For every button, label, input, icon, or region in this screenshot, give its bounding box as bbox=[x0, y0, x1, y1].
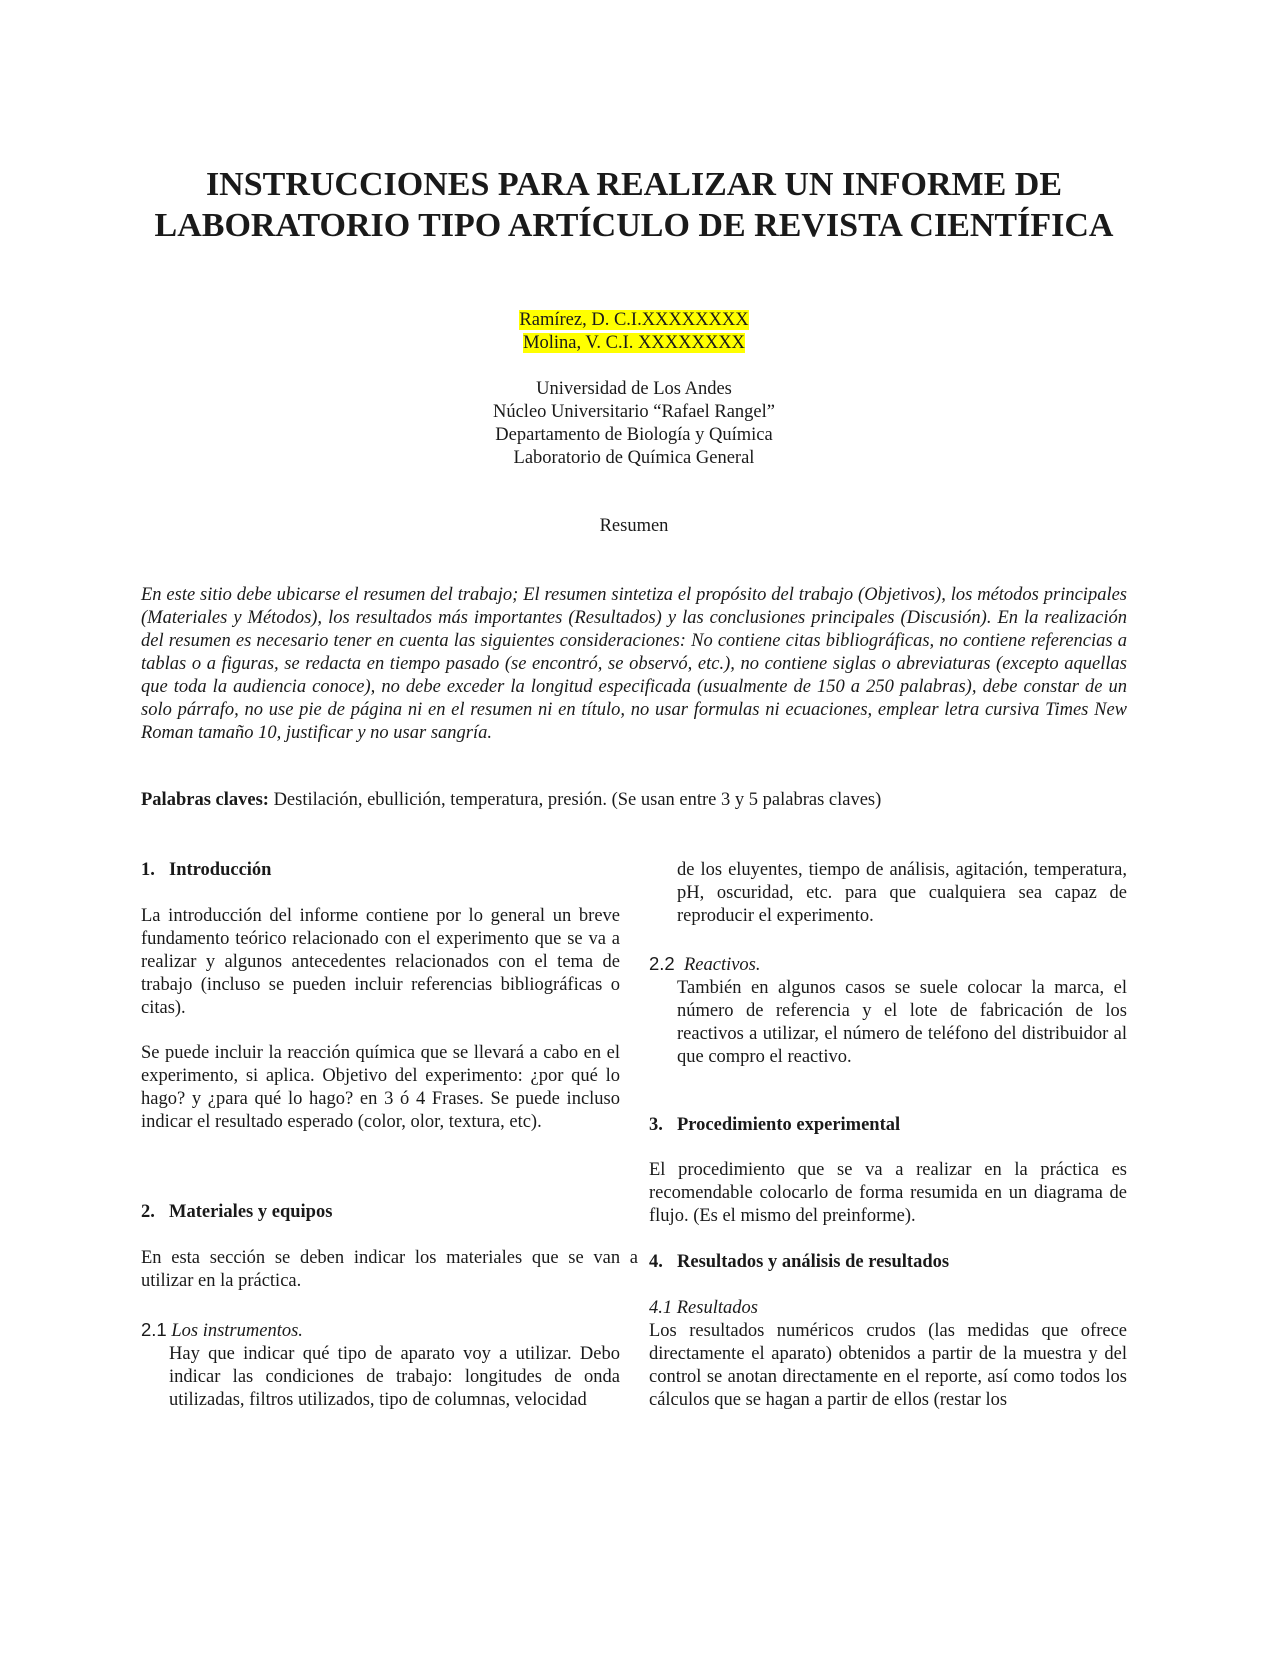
author-2: Molina, V. C.I. XXXXXXXX bbox=[523, 333, 745, 353]
section-2-paragraph: En esta sección se deben indicar los materiales que se van a utilizar en la práctica. bbox=[141, 1248, 638, 1291]
keywords-label: Palabras claves: bbox=[141, 790, 269, 810]
subsection-4-1-heading: 4.1 Resultados bbox=[649, 1298, 758, 1318]
section-4-heading: 4. Resultados y análisis de resultados bbox=[649, 1252, 950, 1272]
affiliation bbox=[140, 378, 1128, 470]
abstract-heading: Resumen bbox=[599, 516, 669, 536]
keywords bbox=[141, 789, 1127, 812]
subsection-2-2-heading: 2.2 Reactivos. bbox=[649, 953, 761, 975]
section-1-paragraph: La introducción del informe contiene por lo general un breve fundamento teórico relacionado con el experimento que se va a realizar y algunos antecedentes relacionados con el tema de trabajo (incluso se pueden incluir referencias bibliográficas o citas). bbox=[141, 906, 620, 1018]
subsection-4-1-paragraph: Los resultados numéricos crudos (las medidas que ofrece directamente el aparato) obtenidos a partir de la muestra y del control se anotan directamente en el reporte, así como todos los cálculos que se hagan a partir de ellos (restar los bbox=[649, 1321, 1127, 1410]
keywords-text: Destilación, ebullición, temperatura, presión. (Se usan entre 3 y 5 palabras claves) bbox=[268, 790, 882, 810]
section-3-heading: 3. Procedimiento experimental bbox=[649, 1115, 901, 1135]
subsection-2-1-paragraph-continued: de los eluyentes, tiempo de análisis, agitación, temperatura, pH, oscuridad, etc. para que cualquiera sea capaz de reproducir el experimento. bbox=[677, 860, 1127, 926]
affiliation-line: Departamento de Biología y Química bbox=[495, 425, 773, 445]
authors bbox=[140, 309, 1128, 355]
affiliation-line: Universidad de Los Andes bbox=[536, 379, 732, 399]
document-title: INSTRUCCIONES PARA REALIZAR UN INFORME DE LABORATORIO TIPO ARTÍCULO DE REVISTA CIENTÍFICA bbox=[154, 166, 1114, 244]
affiliation-line: Núcleo Universitario “Rafael Rangel” bbox=[492, 402, 775, 422]
section-1-paragraph: Se puede incluir la reacción química que se llevará a cabo en el experimento, si aplica. Objetivo del experimento: ¿por qué lo hago? y ¿para qué lo hago? en 3 ó 4 Frases. Se puede incluso indicar el resultado esperado (color, olor, textura, etc). bbox=[141, 1043, 620, 1132]
subsection-2-2-paragraph: También en algunos casos se suele colocar la marca, el número de referencia y el lote de fabricación de los reactivos a utilizar, el número de teléfono del distribuidor al que compro el reactivo. bbox=[677, 978, 1127, 1067]
subsection-2-1-heading: 2.1 Los instrumentos. bbox=[141, 1319, 303, 1341]
section-3-paragraph: El procedimiento que se va a realizar en la práctica es recomendable colocarlo de forma resumida en un diagrama de flujo. (Es el mismo del preinforme). bbox=[649, 1160, 1127, 1226]
subsection-2-1-paragraph: Hay que indicar qué tipo de aparato voy a utilizar. Debo indicar las condiciones de trabajo: longitudes de onda utilizadas, filtros utilizados, tipo de columnas, velocidad bbox=[169, 1344, 620, 1410]
author-1: Ramírez, D. C.I.XXXXXXXX bbox=[519, 310, 749, 330]
affiliation-line: Laboratorio de Química General bbox=[513, 448, 755, 468]
section-1-heading: 1. Introducción bbox=[141, 860, 272, 880]
section-2-heading: 2. Materiales y equipos bbox=[141, 1202, 333, 1222]
abstract-text: En este sitio debe ubicarse el resumen del trabajo; El resumen sintetiza el propósito del trabajo (Objetivos), los métodos principales (Materiales y Métodos), los resultados más importantes (Resultados) y las conclusiones principales (Discusión). En la realización del resumen es necesario tener en cuenta las siguientes consideraciones: No contiene citas bibliográficas, no contiene referencias a tablas o a figuras, se redacta en tiempo pasado (se encontró, se observó, etc.), no contiene siglas o abreviaturas (excepto aquellas que toda la audiencia conoce), no debe exceder la longitud especificada (usualmente de 150 a 250 palabras), debe constar de un solo párrafo, no use pie de página ni en el resumen ni en título, no usar formulas ni ecuaciones, emplear letra cursiva Times New Roman tamaño 10, justificar y no usar sangría. bbox=[141, 585, 1127, 743]
